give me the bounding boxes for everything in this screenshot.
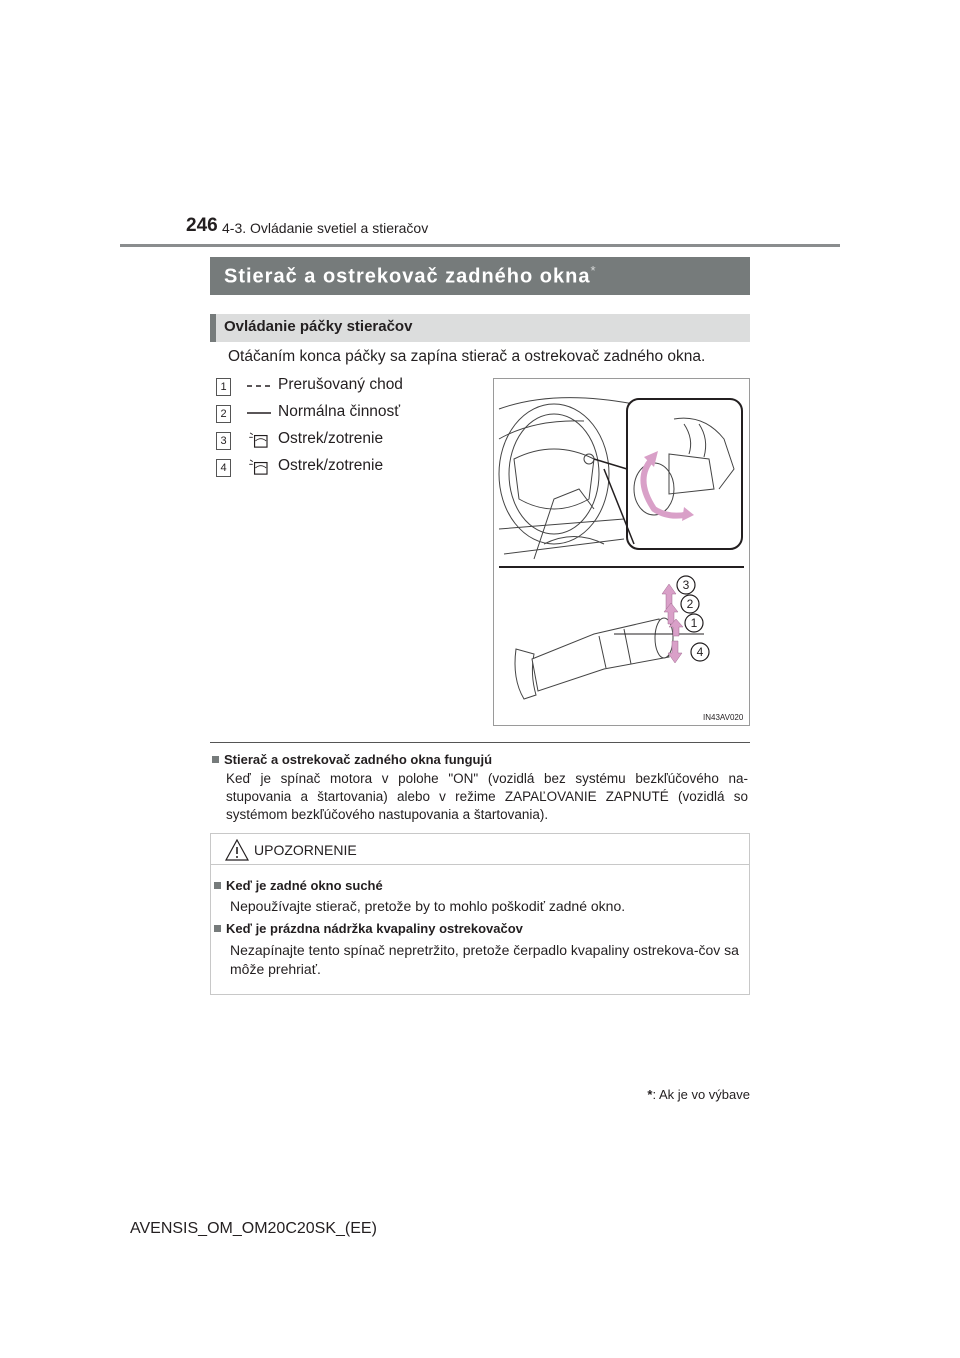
rear-washer-icon — [246, 432, 272, 448]
warning-item-text: Nepoužívajte stierač, pretože by to mohlo poškodiť zadné okno. — [230, 898, 626, 914]
item-number: 3 — [216, 432, 231, 450]
rear-washer-icon — [246, 459, 272, 475]
callout-3: 3 — [682, 578, 690, 592]
note-heading-text: Stierač a ostrekovač zadného okna fungujú — [224, 752, 493, 767]
page-number: 246 — [186, 215, 218, 236]
warning-item-heading — [214, 878, 383, 893]
item-number: 2 — [216, 405, 231, 423]
square-bullet-icon — [214, 925, 221, 932]
title-asterisk: * — [590, 263, 597, 278]
note-rule — [210, 742, 750, 743]
warning-heading-text: Keď je zadné okno suché — [226, 878, 383, 893]
item-label: Ostrek/zotrenie — [278, 457, 384, 474]
square-bullet-icon — [214, 882, 221, 889]
page-title: Stierač a ostrekovač zadného okna — [224, 265, 591, 288]
warning-separator — [211, 864, 749, 865]
header-rule — [120, 244, 840, 247]
item-label: Normálna činnosť — [278, 403, 401, 420]
title-bar — [210, 257, 750, 295]
note-heading — [212, 752, 492, 767]
illustration-drawing — [494, 379, 749, 725]
footnote-asterisk: * — [647, 1087, 653, 1102]
warning-title: UPOZORNENIE — [254, 842, 357, 858]
dashed-line-icon — [246, 378, 272, 394]
subtitle-marker — [210, 314, 216, 342]
item-label: Prerušovaný chod — [278, 376, 403, 393]
warning-triangle-icon — [225, 839, 249, 861]
item-label: Ostrek/zotrenie — [278, 430, 384, 447]
footnote-text: : Ak je vo výbave — [652, 1087, 750, 1102]
section-title: 4-3. Ovládanie svetiel a stieračov — [222, 220, 429, 236]
square-bullet-icon — [212, 756, 219, 763]
warning-heading-text: Keď je prázdna nádržka kvapaliny ostrekovačov — [226, 921, 523, 936]
item-number: 4 — [216, 459, 231, 477]
figure-code: IN43AV020 — [703, 713, 744, 722]
subtitle-bar — [210, 314, 750, 342]
solid-line-icon — [246, 405, 272, 421]
callout-1: 1 — [690, 616, 698, 630]
wiper-lever-illustration — [493, 378, 750, 726]
warning-item-heading — [214, 921, 523, 936]
warning-item-text: Nezapínajte tento spínač nepretržito, pretože čerpadlo kvapaliny ostrekova-čov sa môže prehriať. — [230, 942, 739, 977]
document-code: AVENSIS_OM_OM20C20SK_(EE) — [130, 1220, 377, 1237]
intro-text: Otáčaním konca páčky sa zapína stierač a ostrekovač zadného okna. — [228, 348, 706, 365]
callout-2: 2 — [686, 597, 694, 611]
item-number: 1 — [216, 378, 231, 396]
footnote — [620, 1087, 750, 1102]
note-text: Keď je spínač motora v polohe "ON" (vozidlá bez systému bezkľúčového na-stupovania a štartovania) alebo v režime ZAPAĽOVANIE ZAPNUTÉ (vozidlá so systémom bezkľúčového nastupovania a štartovania). — [226, 771, 748, 822]
subtitle: Ovládanie páčky stieračov — [224, 318, 413, 335]
callout-4: 4 — [696, 645, 704, 659]
